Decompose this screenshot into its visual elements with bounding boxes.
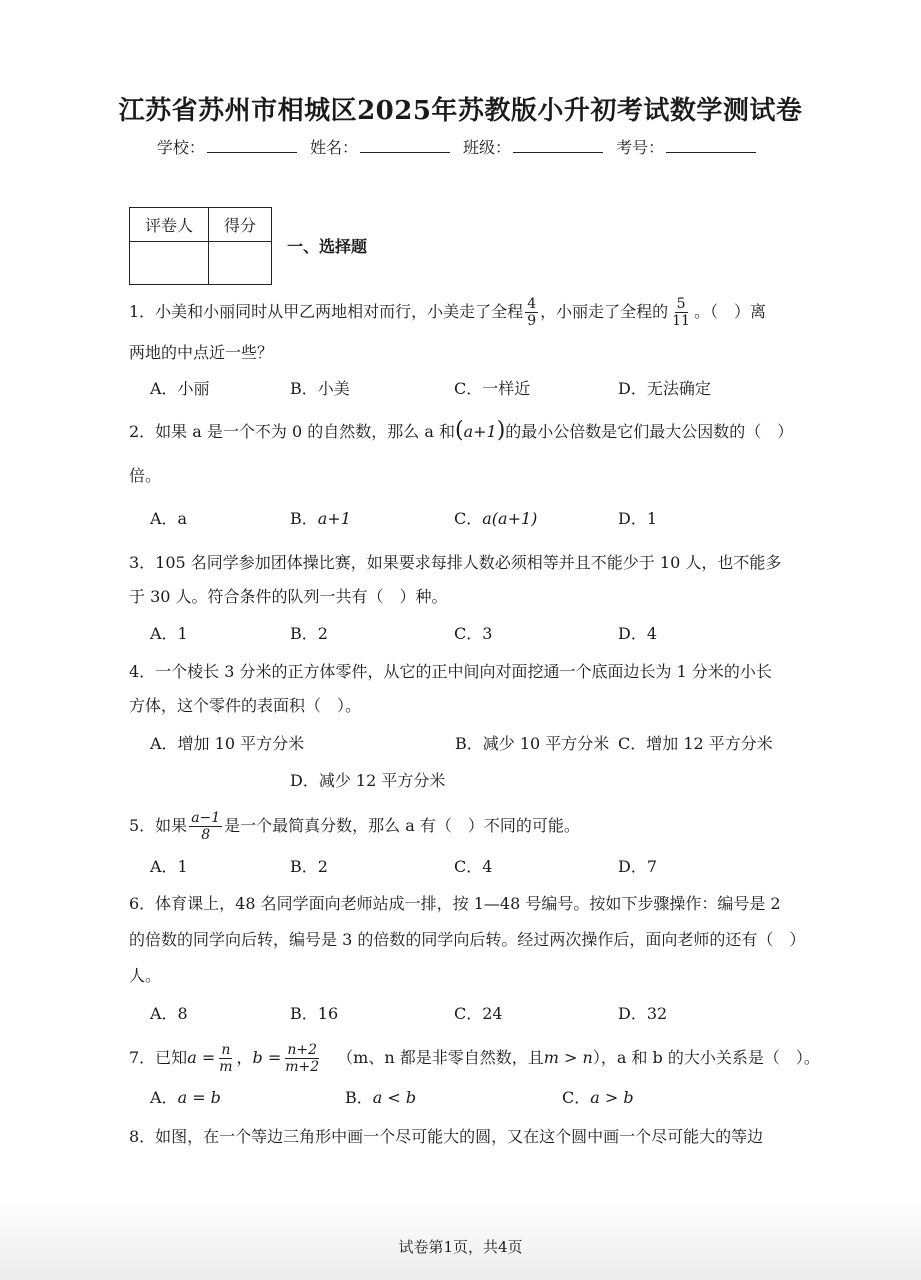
student-info-line — [0, 135, 921, 158]
q4-line2: 方体，这个零件的表面积（ ）。 — [129, 696, 362, 715]
q6-line1: 6．体育课上，48 名同学面向老师站成一排，按 1—48 号编号。按如下步骤操作：编号是 2 — [129, 894, 781, 913]
q5-option-b[interactable]: B．2 — [290, 857, 328, 876]
score-table — [129, 207, 272, 285]
q1-line1 — [129, 296, 766, 329]
q5-text-a: 5．如果 — [129, 816, 188, 835]
q7-fraction-2: $\frac{n+2}{m+2}$ — [285, 1042, 320, 1075]
q2-line2: 倍。 — [129, 466, 162, 485]
q2-option-a[interactable]: A．a — [150, 509, 188, 528]
school-label: 学校： — [156, 138, 205, 157]
q1-fraction-1: $\frac{4}{9}$ — [527, 296, 537, 329]
q5-option-a[interactable]: A．1 — [150, 857, 188, 876]
q6-option-b[interactable]: B．16 — [290, 1004, 339, 1023]
q5-option-c[interactable]: C．4 — [454, 857, 493, 876]
class-label: 班级： — [463, 138, 512, 157]
q5-line1 — [129, 810, 580, 843]
q1-line2: 两地的中点近一些？ — [129, 343, 274, 362]
q7-line1: 7．已知a = $\frac{n}{m}$ ，b = $\frac{n+2}{m+2}$ （m、n 都是非零自然数，且m > n），a 和 b 的大小关系是（ ）。 — [129, 1042, 820, 1075]
q5-text-b: 是一个最简真分数，那么 a 有（ ）不同的可能。 — [224, 816, 580, 835]
q7-option-a[interactable]: A．a = b — [150, 1088, 221, 1107]
number-blank[interactable] — [666, 138, 756, 153]
q4-line1: 4．一个棱长 3 分米的正方体零件，从它的正中间向对面挖通一个底面边长为 1 分米的小长 — [129, 662, 772, 681]
section-heading: 一、选择题 — [287, 237, 368, 256]
q1-option-b[interactable]: B．小美 — [290, 379, 350, 398]
q6-option-d[interactable]: D．32 — [618, 1004, 668, 1023]
q3-option-a[interactable]: A．1 — [150, 624, 188, 643]
q6-option-a[interactable]: A．8 — [150, 1004, 188, 1023]
q4-option-c[interactable]: C．增加 12 平方分米 — [618, 734, 773, 753]
q1-option-c[interactable]: C．一样近 — [454, 379, 531, 398]
class-blank[interactable] — [513, 138, 603, 153]
q3-line1: 3．105 名同学参加团体操比赛，如果要求每排人数必须相等并且不能少于 10 人，也不能多 — [129, 553, 782, 572]
name-blank[interactable] — [360, 138, 450, 153]
q1-option-d[interactable]: D．无法确定 — [618, 379, 711, 398]
q7-text-a: 7．已知 — [129, 1048, 188, 1067]
q2-option-b[interactable]: B．a+1 — [290, 509, 351, 528]
q3-line2: 于 30 人。符合条件的队列一共有（ ）种。 — [129, 587, 448, 606]
q1-fraction-2: $\frac{5}{11}$ — [672, 296, 690, 329]
q4-option-d[interactable]: D．减少 12 平方分米 — [290, 771, 446, 790]
q2-text-b: 的最小公倍数是它们最大公因数的（ ） — [505, 422, 794, 441]
q3-option-c[interactable]: C．3 — [454, 624, 493, 643]
q3-option-b[interactable]: B．2 — [290, 624, 328, 643]
q6-option-c[interactable]: C．24 — [454, 1004, 503, 1023]
q5-fraction: $\frac{a-1}{8}$ — [191, 810, 221, 843]
q3-option-d[interactable]: D．4 — [618, 624, 658, 643]
q2-line1: 2．如果 a 是一个不为 0 的自然数，那么 a 和(a+1)的最小公倍数是它们最大公因数的（ ） — [129, 418, 794, 443]
q4-option-b[interactable]: B．减少 10 平方分米 — [455, 734, 610, 753]
q2-option-c[interactable]: C．a(a+1) — [454, 509, 538, 528]
q1-text-c: 。（ ）离 — [693, 302, 766, 321]
q4-option-a[interactable]: A．增加 10 平方分米 — [150, 734, 305, 753]
score-header: 得分 — [209, 208, 272, 242]
q5-option-d[interactable]: D．7 — [618, 857, 658, 876]
q2-option-d[interactable]: D．1 — [618, 509, 658, 528]
school-blank[interactable] — [207, 138, 297, 153]
grader-cell — [130, 242, 209, 285]
q7-fraction-1: $\frac{n}{m}$ — [219, 1042, 233, 1075]
q1-text-a: 1．小美和小丽同时从甲乙两地相对而行，小美走了全程 — [129, 302, 524, 321]
q2-expression: a+1 — [463, 422, 497, 441]
grader-header: 评卷人 — [130, 208, 209, 242]
name-label: 姓名： — [309, 138, 358, 157]
q7-option-b[interactable]: B．a < b — [345, 1088, 417, 1107]
q1-option-a[interactable]: A．小丽 — [150, 379, 210, 398]
page-title: 江苏省苏州市相城区2025年苏教版小升初考试数学测试卷 — [118, 96, 803, 126]
page-footer: 试卷第1页，共4页 — [398, 1238, 523, 1256]
q7-option-c[interactable]: C．a > b — [562, 1088, 634, 1107]
number-label: 考号： — [616, 138, 665, 157]
q8-line1: 8．如图，在一个等边三角形中画一个尽可能大的圆，又在这个圆中画一个尽可能大的等边 — [129, 1127, 764, 1146]
q2-text-a: 2．如果 a 是一个不为 0 的自然数，那么 a 和 — [129, 422, 455, 441]
score-cell — [209, 242, 272, 285]
q6-line2: 的倍数的同学向后转，编号是 3 的倍数的同学向后转。经过两次操作后，面向老师的还有（ ） — [129, 930, 806, 949]
q1-text-b: ，小丽走了全程的 — [540, 302, 669, 321]
q6-line3: 人。 — [129, 966, 162, 985]
